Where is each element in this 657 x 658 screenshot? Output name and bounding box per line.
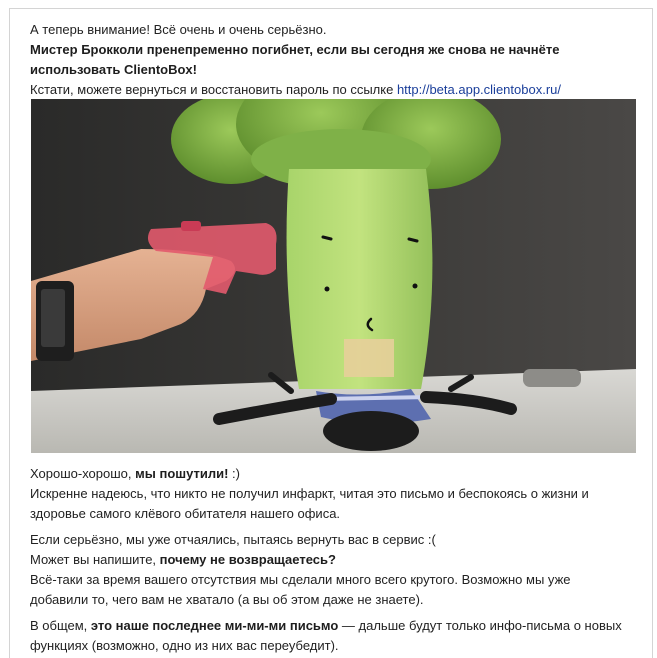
intro-bold-line-3: использовать ClientoBox! (30, 62, 197, 77)
restore-password-link[interactable]: http://beta.app.clientobox.ru/ (396, 82, 561, 97)
serious-line-3: Всё-таки за время вашего отсутствия мы сделали много всего крутого. Возможно мы уже (30, 572, 571, 587)
hope-line-1: Искренне надеюсь, что никто не получил инфаркт, читая это письмо и беспокоясь о жизни и (30, 486, 589, 501)
final-line-2: функциях (возможно, одно из них вас переубедит). (30, 638, 339, 653)
final-line-1-bold: это наше последнее ми-ми-ми письмо (90, 618, 339, 633)
broccoli-toy-illustration (31, 99, 636, 453)
serious-line-2-bold: почему не возвращаетесь? (159, 552, 336, 567)
serious-line-4: добавили то, чего вам не хватало (а вы об этом даже не знаете). (30, 592, 424, 607)
intro-line-3 (30, 60, 630, 80)
hope-line-2: здоровье самого клёвого обитателя нашего офиса. (30, 506, 341, 521)
intro-line-4 (30, 80, 630, 100)
intro-bold-line-2: Мистер Брокколи пренепременно погибнет, если вы сегодня же снова не начнёте (30, 42, 560, 57)
intro-line-2 (30, 40, 630, 60)
final-line-1-tail: — дальше будут только инфо-письма о новых (338, 618, 622, 633)
email-body-frame (9, 8, 653, 658)
intro-line-4-text: Кстати, можете вернуться и восстановить пароль по ссылке (30, 82, 397, 97)
broccoli-photo (31, 99, 636, 453)
intro-block (30, 20, 630, 100)
joke-reveal-bold: мы пошутили! (135, 466, 229, 481)
serious-line-2 (30, 550, 640, 570)
joke-reveal-line (30, 464, 640, 484)
message-body (30, 464, 640, 656)
final-line-1-plain: В общем, (30, 618, 91, 633)
final-line-1 (30, 616, 640, 636)
joke-reveal-plain: Хорошо-хорошо, (30, 466, 136, 481)
serious-line-1: Если серьёзно, мы уже отчаялись, пытаясь вернуть вас в сервис :( (30, 532, 436, 547)
serious-line-2-plain: Может вы напишите, (30, 552, 160, 567)
joke-reveal-smile: :) (228, 466, 240, 481)
intro-line-1: А теперь внимание! Всё очень и очень серьёзно. (30, 22, 327, 37)
